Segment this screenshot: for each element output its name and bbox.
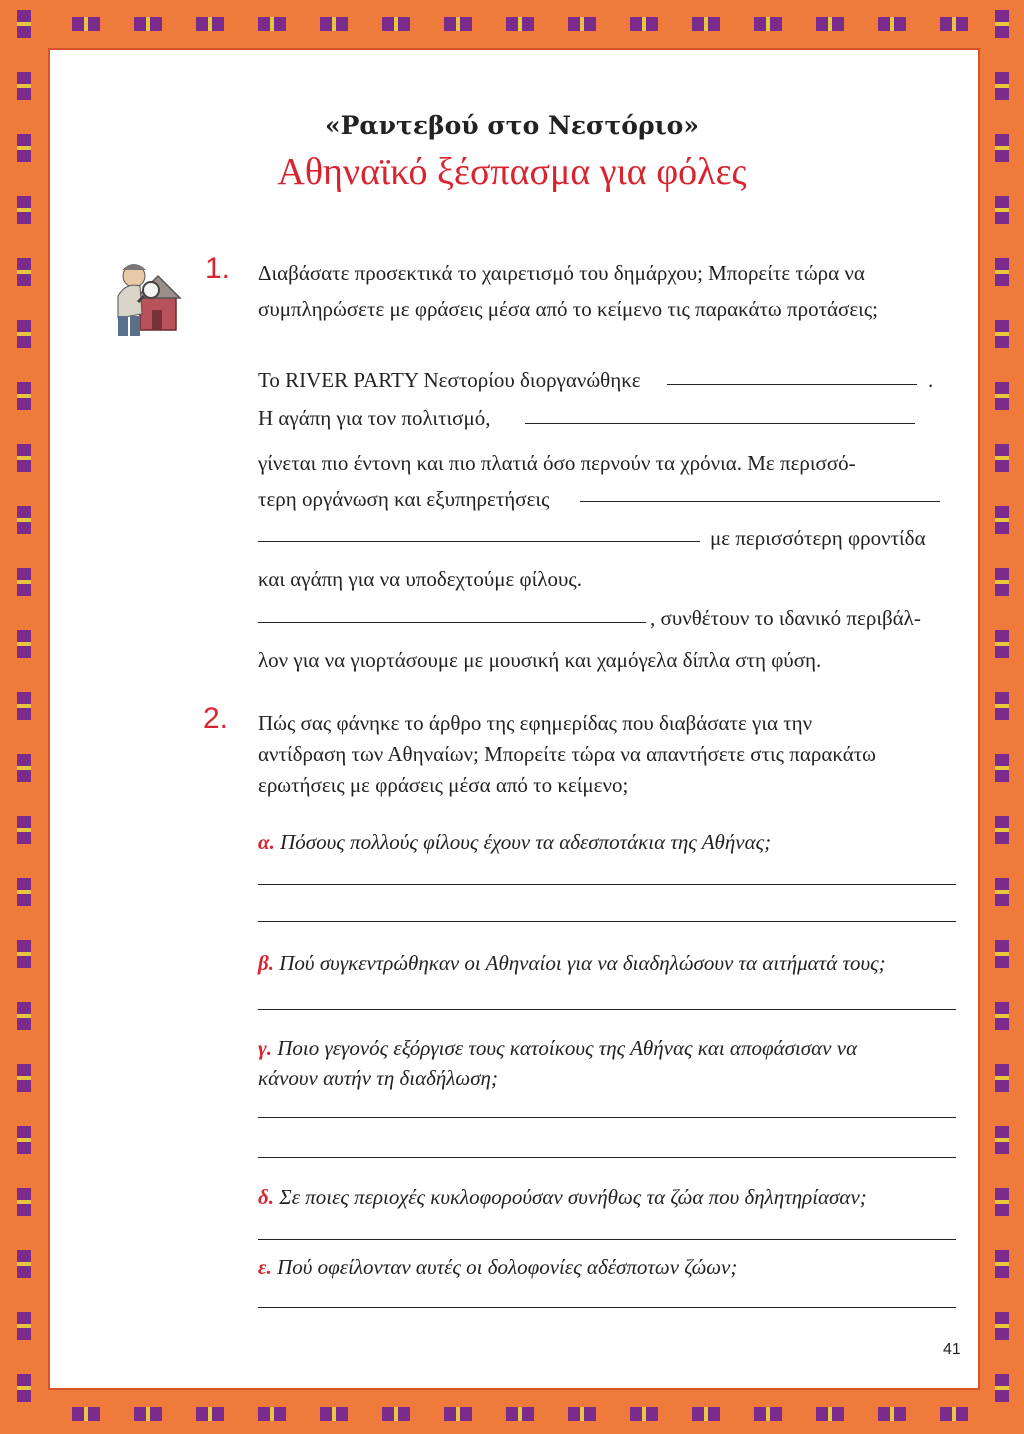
decorative-border-right <box>980 0 1024 1434</box>
exercise-2-number: 2. <box>203 702 229 735</box>
page-number: 41 <box>943 1341 961 1358</box>
sentence-3: γίνεται πιο έντονη και πιο πλατιά όσο περνούν τα χρόνια. Με περισσό- <box>258 451 856 475</box>
question-a-label: α. <box>258 830 275 854</box>
answer-line-d-1[interactable] <box>258 1239 956 1240</box>
question-b-text: Πού συγκεντρώθηκαν οι Αθηναίοι για να διαδηλώσουν τα αιτήματά τους; <box>279 951 886 975</box>
page-subtitle: Αθηναϊκό ξέσπασμα για φόλες <box>277 151 747 193</box>
answer-blank-1[interactable] <box>667 384 917 385</box>
exercise-1-instruction-line-2: συμπληρώσετε με φράσεις μέσα από το κείμενο τις παρακάτω προτάσεις; <box>258 297 878 321</box>
answer-line-a-1[interactable] <box>258 884 956 885</box>
detective-with-magnifier-icon <box>104 256 184 338</box>
question-e <box>258 1255 737 1280</box>
exercise-2-instruction-line-2: αντίδραση των Αθηναίων; Μπορείτε τώρα να απαντήσετε στις παρακάτω <box>258 742 876 766</box>
question-b <box>258 951 886 976</box>
sentence-7: , συνθέτουν το ιδανικό περιβάλ- <box>650 606 921 630</box>
question-e-label: ε. <box>258 1255 272 1279</box>
answer-line-a-2[interactable] <box>258 921 956 922</box>
sentence-4: τερη οργάνωση και εξυπηρετήσεις <box>258 487 550 511</box>
sentence-1: Το RIVER PARTY Νεστορίου διοργανώθηκε <box>258 368 641 392</box>
sentence-6: και αγάπη για να υποδεχτούμε φίλους. <box>258 567 582 591</box>
answer-line-e-1[interactable] <box>258 1307 956 1308</box>
question-c-text-line-2: κάνουν αυτήν τη διαδήλωση; <box>258 1066 498 1090</box>
question-a-text: Πόσους πολλούς φίλους έχουν τα αδεσποτάκια της Αθήνας; <box>280 830 772 854</box>
question-a <box>258 830 771 855</box>
sentence-1-end: . <box>928 368 934 392</box>
answer-blank-4[interactable] <box>258 541 700 542</box>
sentence-5: με περισσότερη φροντίδα <box>710 526 926 550</box>
question-d-label: δ. <box>258 1185 275 1209</box>
answer-line-b-1[interactable] <box>258 1009 956 1010</box>
question-d-text: Σε ποιες περιοχές κυκλοφορούσαν συνήθως τα ζώα που δηλητηρίασαν; <box>279 1185 867 1209</box>
question-e-text: Πού οφείλονταν αυτές οι δολοφονίες αδέσποτων ζώων; <box>277 1255 738 1279</box>
question-c <box>258 1036 857 1061</box>
question-d <box>258 1185 867 1210</box>
decorative-border-top <box>0 0 1024 48</box>
exercise-2-instruction-line-3: ερωτήσεις με φράσεις μέσα από το κείμενο; <box>258 773 629 797</box>
exercise-2-instruction-line-1: Πώς σας φάνηκε το άρθρο της εφημερίδας που διαβάσατε για την <box>258 711 813 735</box>
exercise-1-number: 1. <box>205 252 231 285</box>
sentence-8: λον για να γιορτάσουμε με μουσική και χαμόγελα δίπλα στη φύση. <box>258 648 822 672</box>
answer-blank-3[interactable] <box>580 501 940 502</box>
decorative-border-left <box>0 0 48 1434</box>
page-title: «Ραντεβού στο Νεστόριο» <box>325 111 699 140</box>
answer-line-c-1[interactable] <box>258 1117 956 1118</box>
answer-line-c-2[interactable] <box>258 1157 956 1158</box>
answer-blank-5[interactable] <box>258 622 646 623</box>
answer-blank-2[interactable] <box>525 423 915 424</box>
exercise-1-instruction-line-1: Διαβάσατε προσεκτικά το χαιρετισμό του δημάρχου; Μπορείτε τώρα να <box>258 261 865 285</box>
question-c-label: γ. <box>258 1036 272 1060</box>
question-c-text: Ποιο γεγονός εξόργισε τους κατοίκους της Αθήνας και αποφάσισαν να <box>277 1036 858 1060</box>
decorative-border-bottom <box>0 1390 1024 1434</box>
question-b-label: β. <box>258 951 275 975</box>
sentence-2: Η αγάπη για τον πολιτισμό, <box>258 406 491 430</box>
